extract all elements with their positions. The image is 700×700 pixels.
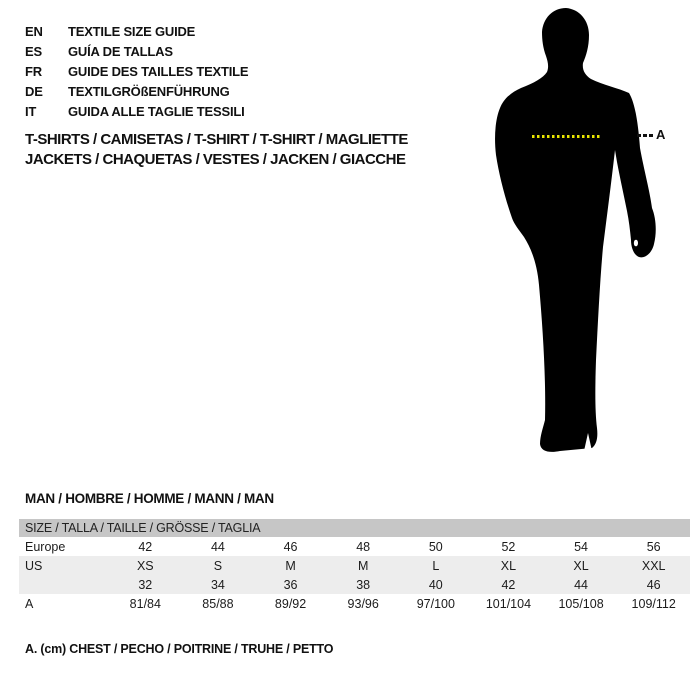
section-title-man: MAN / HOMBRE / HOMME / MANN / MAN <box>25 491 274 506</box>
list-item <box>25 102 248 122</box>
table-cell: XS <box>136 558 154 573</box>
list-item <box>25 42 248 62</box>
table-cell: XL <box>573 558 589 573</box>
table-cell: 89/92 <box>274 596 307 611</box>
table-cell: 85/88 <box>202 596 234 611</box>
table-row-chest-a <box>19 594 690 613</box>
row-label: A <box>25 596 34 611</box>
language-title: GUIDA ALLE TAGLIE TESSILI <box>68 104 245 119</box>
list-item <box>25 82 248 102</box>
table-cell: L <box>432 558 440 573</box>
table-cell: 46 <box>646 577 661 592</box>
chest-measure-dotted-line <box>532 135 602 138</box>
language-title: GUÍA DE TALLAS <box>68 44 173 59</box>
row-label: US <box>25 558 43 573</box>
row-label: Europe <box>25 539 66 554</box>
table-cell: 50 <box>428 539 443 554</box>
table-cell: 40 <box>428 577 443 592</box>
table-cell: 54 <box>574 539 589 554</box>
table-row-numeric <box>19 575 690 594</box>
table-cell: 48 <box>356 539 371 554</box>
table-cell: 42 <box>138 539 153 554</box>
language-title: GUIDE DES TAILLES TEXTILE <box>68 64 249 79</box>
language-code: IT <box>25 104 37 119</box>
list-item <box>25 22 248 42</box>
table-cell: XXL <box>641 558 666 573</box>
table-cell: 44 <box>574 577 589 592</box>
table-cell: 101/104 <box>485 596 532 611</box>
size-table <box>19 519 690 613</box>
language-code: EN <box>25 24 43 39</box>
category-tshirts: T-SHIRTS / CAMISETAS / T-SHIRT / T-SHIRT / MAGLIETTE <box>25 131 408 148</box>
table-cell: 97/100 <box>416 596 455 611</box>
table-cell: 34 <box>210 577 225 592</box>
table-cell: 81/84 <box>129 596 161 611</box>
table-cell: 56 <box>646 539 661 554</box>
table-cell: 105/108 <box>558 596 604 611</box>
table-cell: XL <box>500 558 517 573</box>
language-title: TEXTILGRÖßENFÜHRUNG <box>68 84 230 99</box>
table-row-us <box>19 556 690 575</box>
table-cell: 109/112 <box>631 596 676 611</box>
table-cell: S <box>213 558 223 573</box>
language-code: FR <box>25 64 42 79</box>
table-cell: 52 <box>501 539 516 554</box>
language-code: ES <box>25 44 42 59</box>
list-item <box>25 62 248 82</box>
language-title: TEXTILE SIZE GUIDE <box>68 24 196 39</box>
table-cell: M <box>285 558 296 573</box>
man-silhouette <box>488 5 670 457</box>
table-cell: 44 <box>210 539 225 554</box>
table-cell: 38 <box>356 577 371 592</box>
table-cell: 36 <box>283 577 298 592</box>
footnote-chest: A. (cm) CHEST / PECHO / POITRINE / TRUHE / PETTO <box>25 642 334 656</box>
category-jackets: JACKETS / CHAQUETAS / VESTES / JACKEN / GIACCHE <box>25 151 406 168</box>
table-row-europe <box>19 537 690 556</box>
table-cell: 42 <box>501 577 516 592</box>
measure-label-a: A <box>656 127 666 142</box>
language-code: DE <box>25 84 43 99</box>
language-list <box>25 22 248 122</box>
size-table-header: SIZE / TALLA / TAILLE / GRÖSSE / TAGLIA <box>19 519 690 537</box>
table-cell: 46 <box>283 539 298 554</box>
table-cell: 93/96 <box>347 596 379 611</box>
table-cell: 32 <box>138 577 153 592</box>
category-list <box>25 130 408 170</box>
table-cell: M <box>357 558 369 573</box>
measure-pointer-dash <box>637 134 654 137</box>
